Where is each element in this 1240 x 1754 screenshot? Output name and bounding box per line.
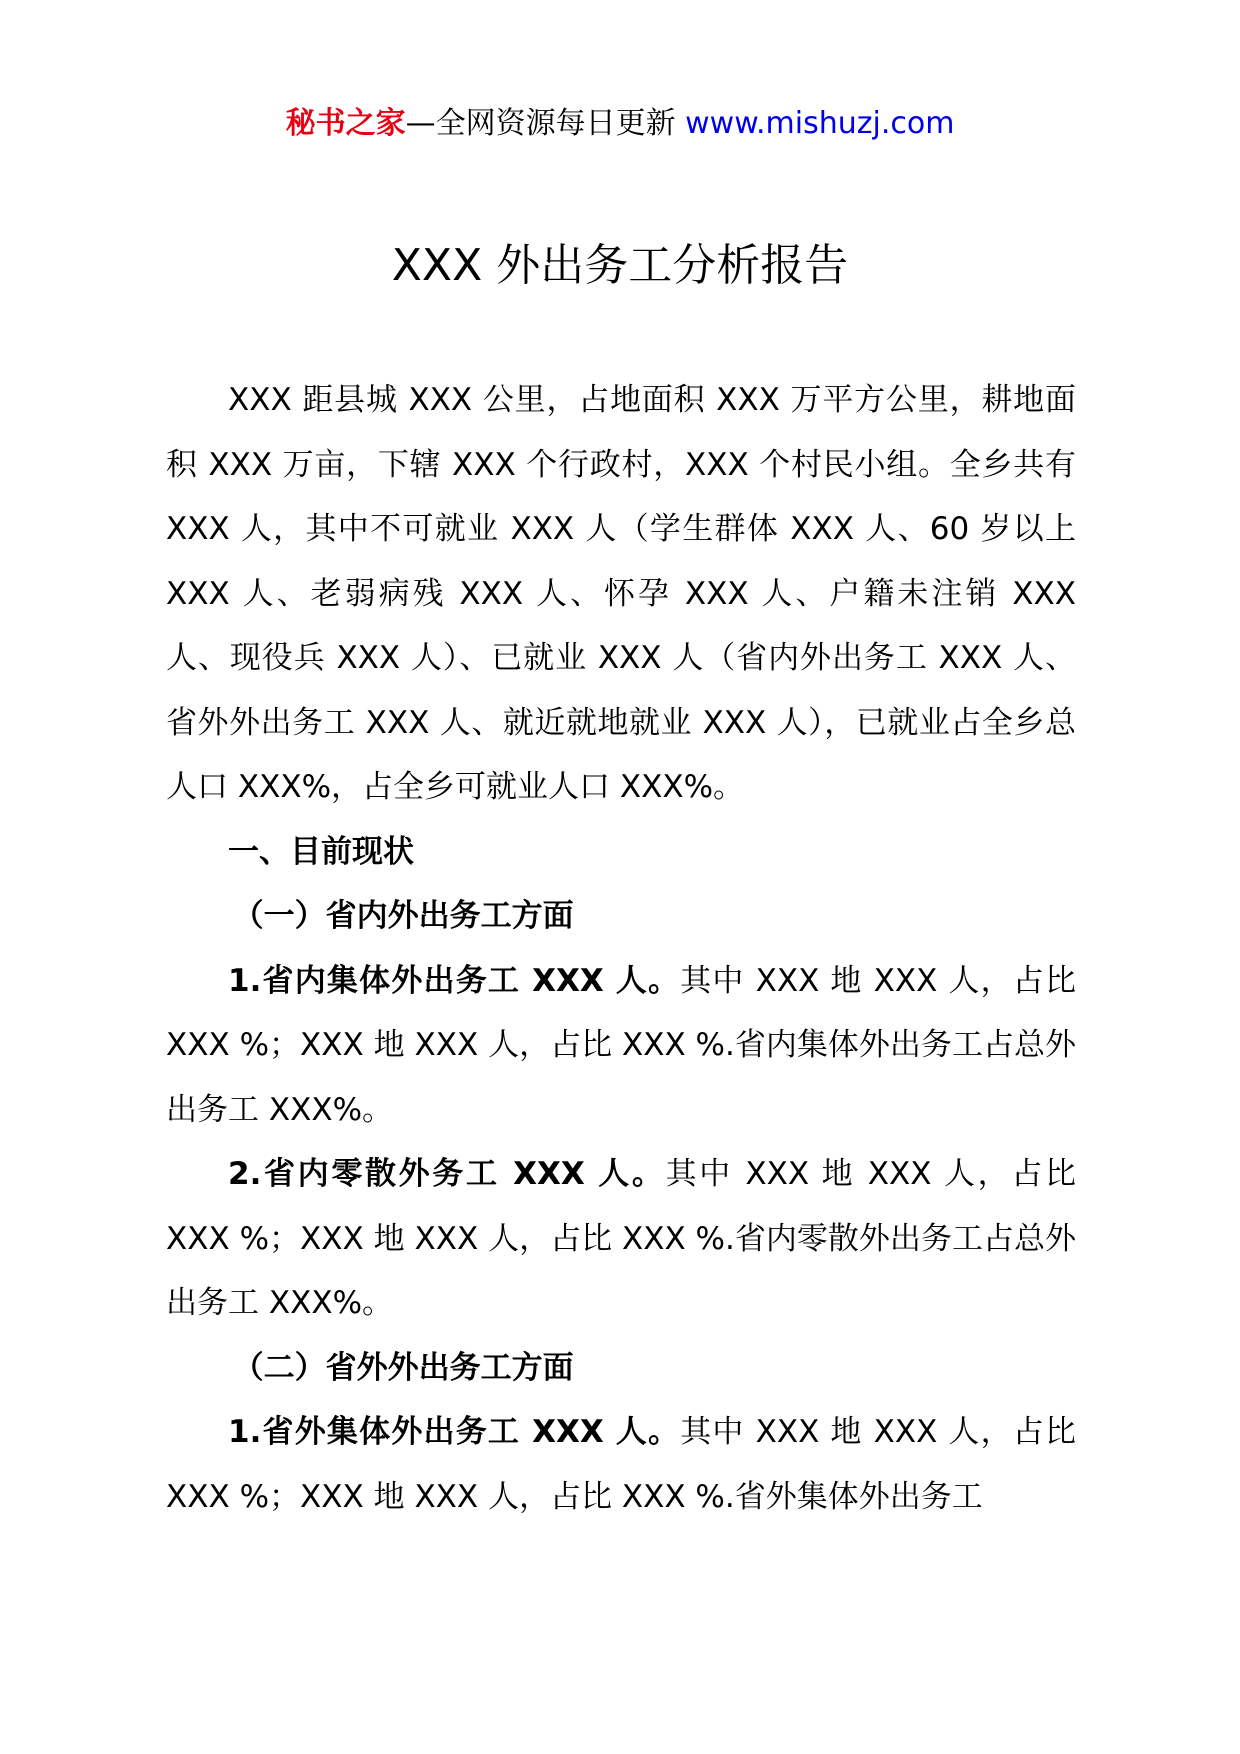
paragraph-text: 其中 XXX 地 XXX 人，占比 XXX %；XXX 地 XXX 人，占比 XXX %.省内集体外出务工占总外出务工 XXX%。: [166, 962, 1076, 1128]
paragraph-lead: 1.省外集体外出务工 XXX 人。: [228, 1414, 681, 1450]
brand-name: 秘书之家: [285, 106, 406, 141]
paragraph-lead: 1.省内集体外出务工 XXX 人。: [228, 962, 681, 999]
subsection-heading: （二）省外外出务工方面: [232, 1349, 574, 1386]
document-title: XXX 外出务工分析报告: [391, 240, 849, 291]
paragraph-lead: 2.省内零散外务工 XXX 人。: [228, 1156, 666, 1192]
site-header: [0, 104, 1240, 144]
paragraph: [166, 1142, 1076, 1336]
document-body: [166, 368, 1076, 1529]
subsection-heading: （一）省内外出务工方面: [232, 898, 574, 934]
site-url-link[interactable]: www.mishuzj.com: [685, 106, 955, 141]
paragraph: [166, 949, 1076, 1143]
paragraph-text: 其中 XXX 地 XXX 人，占比 XXX %；XXX 地 XXX 人，占比 XXX %.省内零散外出务工占总外出务工 XXX%。: [166, 1156, 1076, 1321]
paragraph-text: 其中 XXX 地 XXX 人，占比 XXX %；XXX 地 XXX 人，占比 XXX %.省外集体外出务工: [166, 1414, 1076, 1515]
paragraph: [166, 1400, 1076, 1529]
intro-paragraph: XXX 距县城 XXX 公里，占地面积 XXX 万平方公里，耕地面积 XXX 万亩，下辖 XXX 个行政村，XXX 个村民小组。全乡共有 XXX 人，其中不可就业 XXX 人（学生群体 XXX 人、60 岁以上 XXX 人、老弱病残 XXX 人、怀孕 XXX 人、户籍未注销 XXX 人、现役兵 XXX 人）、已就业 XXX 人（省内外出务工 XXX 人、省外外出务工 XXX 人、就近就地就业 XXX 人），已就业占全乡总人口 XXX%，占全乡可就业人口 XXX%。: [166, 382, 1076, 805]
section-heading: 一、目前现状: [228, 833, 414, 870]
site-tagline: —全网资源每日更新: [405, 106, 686, 141]
